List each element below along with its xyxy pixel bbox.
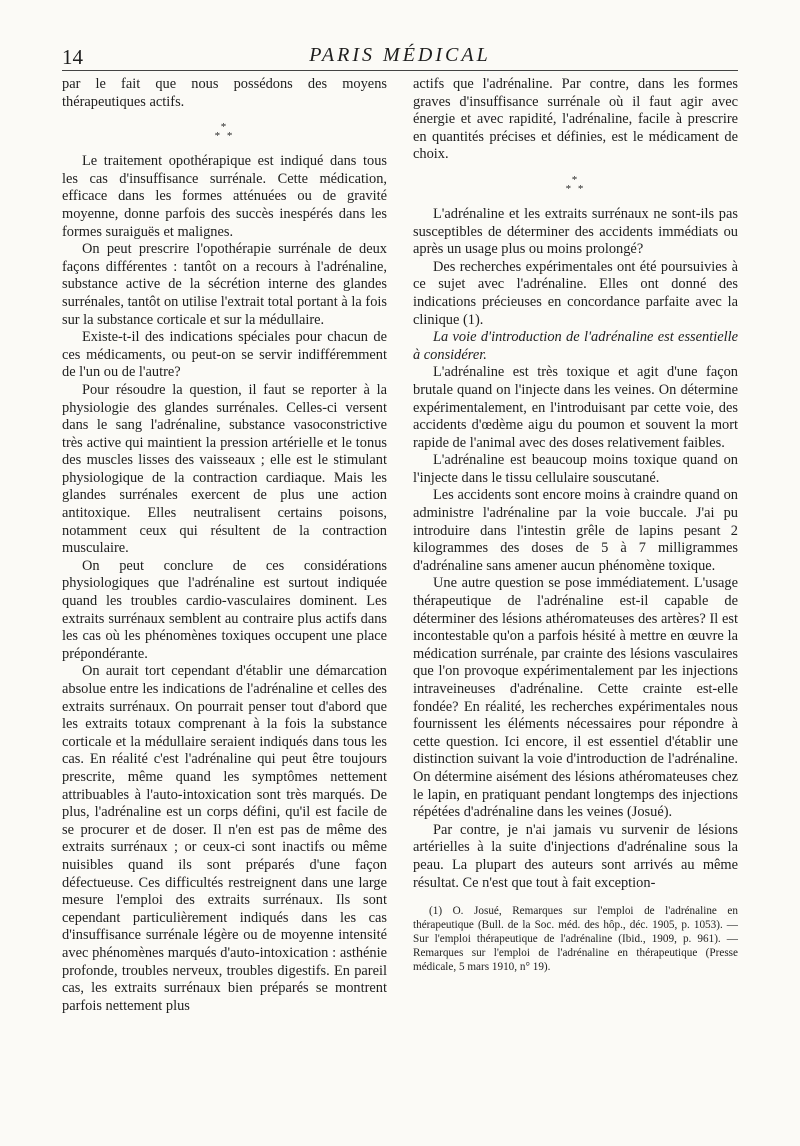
- paragraph-italic: La voie d'introduction de l'adrénaline est essentielle à considérer.: [413, 329, 738, 363]
- section-separator: [413, 173, 738, 195]
- paragraph: L'adrénaline est beaucoup moins toxique quand on l'injecte dans le tissu cellulaire souscutané.: [413, 452, 738, 486]
- footnotes: [413, 904, 738, 974]
- paragraph: On peut prescrire l'opothérapie surrénale de deux façons différentes : tantôt on a recours à l'adrénaline, substance active de la sécrétion interne des glandes surrénales, tantôt on utilise l'extrait total portant à la fois sur la substance corticale et sur la médullaire.: [62, 241, 387, 328]
- paragraph: On peut conclure de ces considérations physiologiques que l'adrénaline est surtout indiquée quand les troubles cardio-vasculaires dominent. Les extraits surrénaux semblent au contraire plus actifs dans les cas où les phénomènes toxiques occupent une place prépondérante.: [62, 557, 387, 662]
- footnote: (1) O. Josué, Remarques sur l'emploi de l'adrénaline en thérapeutique (Bull. de la Soc. méd. des hôp., déc. 1905, p. 1053). — Sur l'emploi thérapeutique de l'adrénaline (Ibid., 1909, p. 961). — Remarques sur l'emploi de l'adrénaline en thérapeutique (Presse médicale, 5 mars 1910, n° 19).: [413, 905, 738, 974]
- separator-star-top: *: [220, 121, 229, 134]
- paragraph: Pour résoudre la question, il faut se reporter à la physiologie des glandes surrénales. Celles-ci versent dans le sang l'adrénaline, substance vasoconstrictive très active qui maintient la pression artérielle et le tonus des muscles lisses des vaisseaux ; elle est le stimulant physiologique de la contraction cardiaque. Mais les glandes surrénales exercent de plus une action antitoxique. Elles neutralisent certains poisons, notamment ceux qui résultent de la contraction musculaire.: [62, 381, 387, 557]
- paragraph: Existe-t-il des indications spéciales pour chacun de ces médicaments, ou peut-on se servir indifféremment de l'un ou de l'autre?: [62, 329, 387, 381]
- section-separator: [62, 123, 387, 141]
- paragraph: Des recherches expérimentales ont été poursuivies à ce sujet avec l'adrénaline. Elles ont donné des indications précieuses en concordance parfaite avec la clinique (1).: [413, 258, 738, 328]
- right-column: [413, 76, 738, 974]
- paragraph: On aurait tort cependant d'établir une démarcation absolue entre les indications de l'adrénaline et celles des extraits surrénaux. On pourrait penser tout d'abord que les extraits totaux comprenant à la fois la substance corticale et la médullaire seraient indiqués dans tous les cas. En réalité c'est l'adrénaline qui peut être toujours prescrite, même quand les symptômes nettement attribuables à l'auto-intoxication sont très marqués. De plus, l'adrénaline est un corps défini, qu'il est facile de se procurer et de doser. Il n'en est pas de même des extraits surrénaux ; or ceux-ci sont inactifs ou même nuisibles quand ils sont préparés d'une façon défectueuse. Ces difficultés restreignent dans une large mesure l'emploi des extraits surrénaux. Ils sont cependant particulièrement indiqués dans les cas d'insuffisance surrénale légère ou de moyenne intensité avec phénomènes marqués d'auto-intoxication : asthénie profonde, troubles nerveux, troubles digestifs. En pareil cas, les extraits surrénaux bien préparés se montrent parfois nettement plus: [62, 663, 387, 1014]
- journal-title: PARIS MÉDICAL: [309, 44, 491, 66]
- paragraph: L'adrénaline est très toxique et agit d'une façon brutale quand on l'injecte dans les veines. On détermine expérimentalement, en l'introduisant par cette voie, des accidents d'œdème aigu du poumon et souvent la mort rapide de l'animal avec des doses relativement faibles.: [413, 364, 738, 451]
- page-number: 14: [62, 45, 83, 69]
- page-header: [62, 40, 738, 71]
- separator-stars-bottom: * *: [565, 182, 586, 195]
- paragraph: Une autre question se pose immédiatement. L'usage thérapeutique de l'adrénaline est-il capable de déterminer des lésions athéromateuses des artères? Il est incontestable qu'on a parfois hésité à mettre en œuvre la médication surrénale, par crainte des lésions vasculaires que l'on provoque expérimentalement par les injections intraveineuses d'adrénaline. Cette crainte est-elle fondée? En réalité, les recherches expérimentales nous fournissent les éléments nécessaires pour répondre à cette question. Ici encore, il est essentiel d'établir une distinction suivant la voie d'introduction de l'adrénaline. On détermine aisément des lésions athéromateuses chez le lapin, en pratiquant pendant longtemps des injections répétées d'adrénaline dans les veines (Josué).: [413, 575, 738, 821]
- separator-stars-bottom: * *: [214, 130, 235, 143]
- paragraph: L'adrénaline et les extraits surrénaux ne sont-ils pas susceptibles de déterminer des accidents immédiats ou après un usage plus ou moins prolongé?: [413, 205, 738, 258]
- paragraph: actifs que l'adrénaline. Par contre, dans les formes graves d'insuffisance surrénale où il faut agir avec énergie et avec rapidité, l'adrénaline, facile à prescrire en quantités précises et définies, est le médicament de choix.: [413, 76, 738, 163]
- paragraph: Les accidents sont encore moins à craindre quand on administre l'adrénaline par la voie buccale. J'ai pu introduire dans l'intestin grêle de lapins pesant 2 kilogrammes des doses de 5 à 7 milligrammes d'adrénaline sans amener aucun phénomène toxique.: [413, 487, 738, 574]
- paragraph: Par contre, je n'ai jamais vu survenir de lésions artérielles à la suite d'injections d'adrénaline sous la peau. La plupart des auteurs sont arrivés au même résultat. Ce n'est que tout à fait exception-: [413, 821, 738, 891]
- paragraph: par le fait que nous possédons des moyens thérapeutiques actifs.: [62, 76, 387, 110]
- separator-star-top: *: [571, 173, 580, 186]
- paragraph: Le traitement opothérapique est indiqué dans tous les cas d'insuffisance surrénale. Cette médication, efficace dans les formes atténuées ou de gravité moyenne, donne parfois des succès inespérés dans les formes suraiguës et malignes.: [62, 153, 387, 240]
- left-column: [62, 76, 387, 1015]
